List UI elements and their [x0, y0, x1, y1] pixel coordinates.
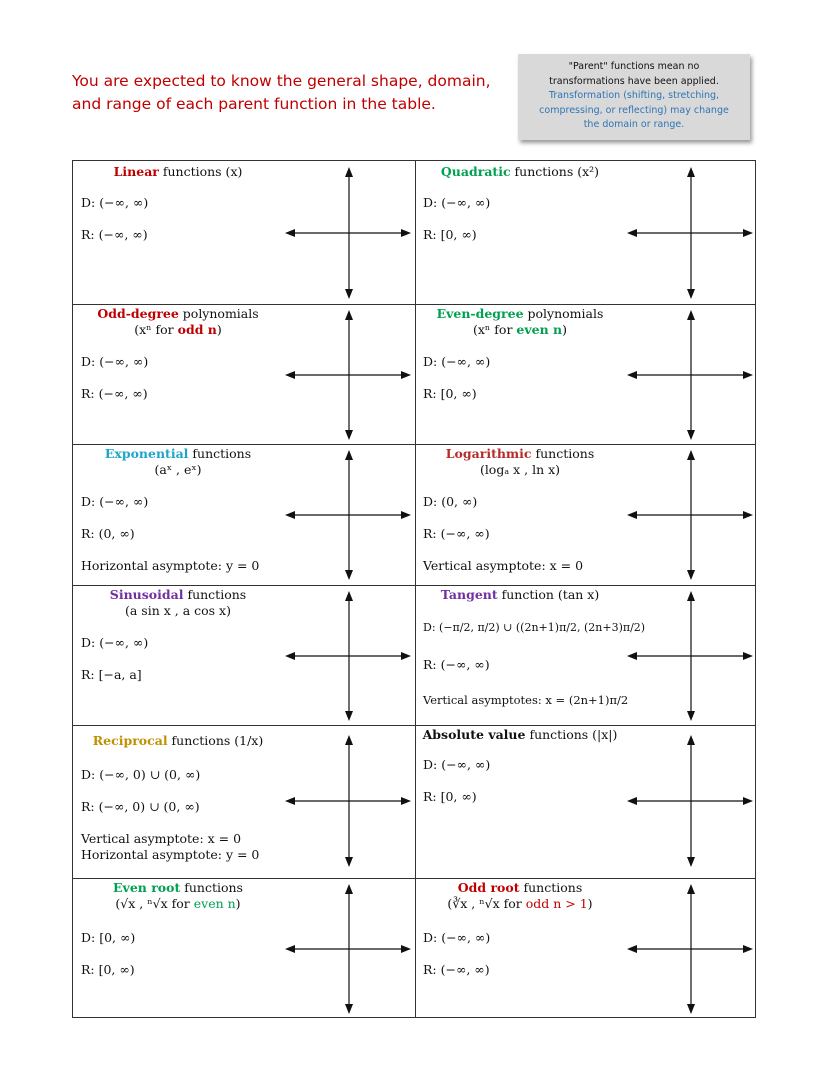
range-text: R: [−a, a] — [81, 667, 142, 682]
range-text: R: (−∞, 0) ∪ (0, ∞) — [81, 799, 200, 814]
cell-title: Even-degree polynomials — [436, 306, 604, 321]
cell-title: Logarithmic functions — [445, 446, 595, 461]
cell-logarithmic — [415, 444, 757, 585]
cell-title: Reciprocal functions (1/x) — [92, 733, 264, 748]
domain-text: D: (−∞, ∞) — [81, 635, 149, 650]
parent-function-note — [518, 54, 750, 140]
domain-text: D: (−∞, ∞) — [423, 195, 491, 210]
intro-line-2: and range of each parent function in the table. — [72, 95, 436, 113]
cell-title: Absolute value functions (|x|) — [422, 727, 618, 742]
coordinate-axes — [285, 310, 411, 440]
cell-reciprocal — [73, 725, 415, 878]
domain-text: D: (−∞, 0) ∪ (0, ∞) — [81, 767, 201, 782]
cell-subtitle: (√x , ⁿ√x for even n) — [115, 896, 241, 911]
cell-title: Exponential functions — [104, 446, 252, 461]
note-line-3: Transformation (shifting, stretching, — [548, 90, 720, 101]
coordinate-axes — [627, 591, 753, 721]
asymptote-text: Vertical asymptote: x = 0 — [423, 558, 584, 573]
domain-text: D: (−∞, ∞) — [81, 494, 149, 509]
cell-quadratic — [415, 161, 757, 304]
cell-even-degree-polynomials — [415, 304, 757, 444]
coordinate-axes — [627, 884, 753, 1014]
note-line-4: compressing, or reflecting) may change — [539, 104, 729, 116]
range-text: R: [0, ∞) — [423, 386, 477, 401]
cell-exponential — [73, 444, 415, 585]
domain-text: D: (−∞, ∞) — [423, 757, 491, 772]
intro-text — [72, 70, 512, 116]
cell-title: Linear functions (x) — [113, 164, 243, 179]
range-text: R: (−∞, ∞) — [81, 386, 148, 401]
coordinate-axes — [627, 450, 753, 580]
range-text: R: (−∞, ∞) — [81, 227, 148, 242]
domain-text: D: (0, ∞) — [423, 494, 478, 509]
cell-title: Odd root functions — [457, 880, 583, 895]
coordinate-axes — [285, 591, 411, 721]
range-text: R: (−∞, ∞) — [423, 526, 490, 541]
cell-title: Sinusoidal functions — [109, 587, 247, 602]
coordinate-axes — [285, 450, 411, 580]
cell-title: Odd-degree polynomials — [97, 306, 259, 321]
coordinate-axes — [285, 735, 411, 867]
cell-subtitle: (xⁿ for even n) — [472, 322, 567, 337]
cell-even-root — [73, 878, 415, 1019]
cell-absolute-value — [415, 725, 757, 878]
range-text: R: [0, ∞) — [423, 227, 477, 242]
range-text: R: (0, ∞) — [81, 526, 135, 541]
cell-tangent — [415, 585, 757, 725]
asymptote-text: Vertical asymptote: x = 0 — [81, 831, 242, 846]
asymptote-text: Vertical asymptotes: x = (2n+1)π/2 — [423, 693, 629, 707]
range-text: R: [0, ∞) — [81, 962, 135, 977]
domain-text: D: (−∞, ∞) — [81, 354, 149, 369]
domain-text: D: (−π/2, π/2) ∪ ((2n+1)π/2, (2n+3)π/2) — [423, 621, 646, 634]
cell-title: Even root functions — [113, 880, 243, 895]
domain-text: D: (−∞, ∞) — [423, 930, 491, 945]
cell-linear — [73, 161, 415, 304]
range-text: R: [0, ∞) — [423, 789, 477, 804]
range-text: R: (−∞, ∞) — [423, 657, 490, 672]
range-text: R: (−∞, ∞) — [423, 962, 490, 977]
cell-subtitle: (∛x , ⁿ√x for odd n > 1) — [447, 896, 593, 911]
cell-subtitle: (aˣ , eˣ) — [154, 462, 202, 477]
parent-functions-table — [72, 160, 756, 1018]
domain-text: D: (−∞, ∞) — [423, 354, 491, 369]
cell-subtitle: (a sin x , a cos x) — [125, 603, 231, 618]
coordinate-axes — [285, 167, 411, 299]
domain-text: D: (−∞, ∞) — [81, 195, 149, 210]
coordinate-axes — [627, 310, 753, 440]
coordinate-axes — [627, 735, 753, 867]
cell-title: Quadratic functions (x²) — [440, 164, 600, 179]
cell-subtitle: (xⁿ for odd n) — [134, 322, 222, 337]
note-line-1: "Parent" functions mean no — [568, 61, 700, 72]
domain-text: D: [0, ∞) — [81, 930, 136, 945]
cell-sinusoidal — [73, 585, 415, 725]
cell-odd-root — [415, 878, 757, 1019]
coordinate-axes — [627, 167, 753, 299]
note-line-2: transformations have been applied. — [549, 75, 719, 87]
note-line-5: the domain or range. — [583, 119, 685, 130]
cell-subtitle: (logₐ x , ln x) — [479, 462, 561, 477]
intro-line-1: You are expected to know the general shape, domain, — [72, 72, 491, 90]
coordinate-axes — [285, 884, 411, 1014]
cell-odd-degree-polynomials — [73, 304, 415, 444]
asymptote-text: Horizontal asymptote: y = 0 — [81, 558, 260, 573]
cell-title: Tangent function (tan x) — [440, 587, 600, 602]
asymptote-text: Horizontal asymptote: y = 0 — [81, 847, 260, 862]
